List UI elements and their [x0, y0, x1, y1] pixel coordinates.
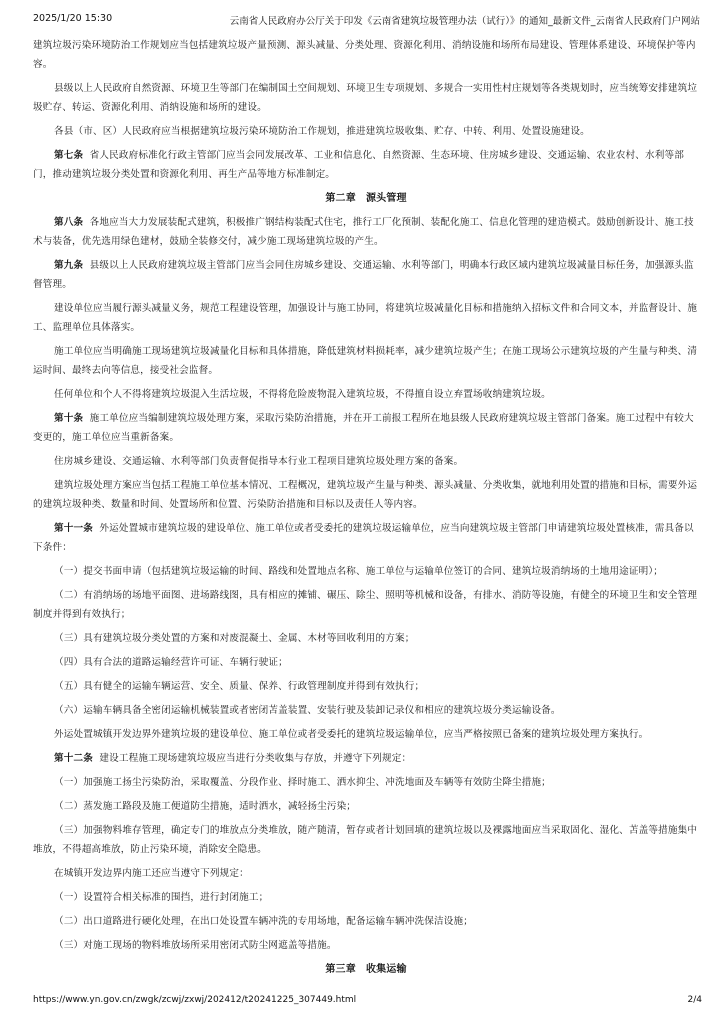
- list-item: （五）具有健全的运输车辆运营、安全、质量、保养、行政管理制度并得到有效执行；: [54, 681, 425, 692]
- article-7: [33, 146, 699, 184]
- print-timestamp: 2025/1/20 15:30: [33, 13, 113, 24]
- article-9: [33, 256, 699, 294]
- chapter-heading: 第二章 源头管理: [325, 193, 407, 204]
- article-text: 省人民政府标准化行政主管部门应当会同发展改革、工业和信息化、自然资源、生态环境、住房城乡建设、交通运输、农业农村、水利等部门，推动建筑垃圾分类处置和资源化利用、再生产品等地方标准制定。: [33, 150, 685, 180]
- article-text: 建设工程施工现场建筑垃圾应当进行分类收集与存放，并遵守下列规定：: [99, 753, 412, 764]
- article-label: 第八条: [54, 217, 84, 228]
- page-title: 云南省人民政府办公厅关于印发《云南省建筑垃圾管理办法（试行）》的通知_最新文件_云南省人民政府门户网站: [229, 16, 700, 27]
- list-item: （一）提交书面申请（包括建筑垃圾运输的时间、路线和处置地点名称、施工单位与运输单位签订的合同、建筑垃圾消纳场的土地用途证明）；: [54, 566, 664, 577]
- article-8: [33, 213, 699, 251]
- print-header: [33, 13, 700, 29]
- article-text: 外运处置城市建筑垃圾的建设单位、施工单位或者受委托的建筑垃圾运输单位，应当向建筑垃圾主管部门申请建筑垃圾处置核准，需具备以下条件：: [33, 523, 694, 553]
- page-number: 2/4: [687, 995, 702, 1005]
- page-url: https://www.yn.gov.cn/zwgk/zcwj/zxwj/202412/t20241225_307449.html: [33, 995, 357, 1005]
- article-11: [33, 519, 699, 557]
- list-item: （一）加强施工扬尘污染防治，采取覆盖、分段作业、择时施工、洒水抑尘、冲洗地面及车辆等有效防尘降尘措施；: [54, 777, 551, 788]
- paragraph: 住房城乡建设、交通运输、水利等部门负责督促指导本行业工程项目建筑垃圾处理方案的备案。: [54, 456, 464, 467]
- paragraph: 任何单位和个人不得将建筑垃圾混入生活垃圾，不得将危险废物混入建筑垃圾，不得擅自设立弃置场收纳建筑垃圾。: [54, 389, 551, 400]
- list-item: （二）出口道路进行硬化处理，在出口处设置车辆冲洗的专用场地，配备运输车辆冲洗保洁设施；: [54, 916, 473, 927]
- article-label: 第十条: [54, 413, 84, 424]
- article-text: 各地应当大力发展装配式建筑，积极推广钢结构装配式住宅，推行工厂化预制、装配化施工、信息化管理的建造模式。鼓励创新设计、施工技术与装备，优先选用绿色建材，鼓励全装修交付，减少施工现场建筑垃圾的产生。: [33, 217, 694, 247]
- paragraph: 施工单位应当明确施工现场建筑垃圾减量化目标和具体措施，降低建筑材料损耗率，减少建筑垃圾产生；在施工现场公示建筑垃圾的产生量与种类、清运时间、最终去向等信息，接受社会监督。: [33, 346, 698, 376]
- paragraph: 外运处置城镇开发边界外建筑垃圾的建设单位、施工单位或者受委托的建筑垃圾运输单位，应当严格按照已备案的建筑垃圾处理方案执行。: [54, 729, 649, 740]
- print-footer: [33, 995, 702, 1009]
- article-text: 县级以上人民政府建筑垃圾主管部门应当会同住房城乡建设、交通运输、水利等部门，明确本行政区域内建筑垃圾减量目标任务，加强源头监督管理。: [33, 260, 694, 290]
- list-item: （三）对施工现场的物料堆放场所采用密闭式防尘网遮盖等措施。: [54, 940, 337, 951]
- article-10: [33, 409, 699, 447]
- paragraph: 县级以上人民政府自然资源、环境卫生等部门在编制国土空间规划、环境卫生专项规划、多规合一实用性村庄规划等各类规划时，应当统筹安排建筑垃圾贮存、转运、资源化利用、消纳设施和场所的建设。: [33, 83, 698, 113]
- list-item: （二）蒸发施工路段及施工便道防尘措施，适时洒水，减轻扬尘污染；: [54, 801, 357, 812]
- article-label: 第十一条: [54, 523, 93, 534]
- paragraph: 在城镇开发边界内施工还应当遵守下列规定：: [54, 868, 249, 879]
- list-item: （三）具有建筑垃圾分类处置的方案和对废混凝土、金属、木材等回收利用的方案；: [54, 633, 415, 644]
- list-item: （二）有消纳场的场地平面图、进场路线图，具有相应的摊铺、碾压、除尘、照明等机械和设备，有排水、消防等设施，有健全的环境卫生和安全管理制度并得到有效执行；: [33, 590, 698, 620]
- list-item: （三）加强物料堆存管理，确定专门的堆放点分类堆放，随产随清，暂存或者计划回填的建筑垃圾以及裸露地面应当采取固化、湿化、苫盖等措施集中堆放，不得超高堆放，防止污染环境，消除安全隐患。: [33, 825, 698, 855]
- list-item: （一）设置符合相关标准的围挡，进行封闭施工；: [54, 892, 269, 903]
- article-label: 第七条: [54, 150, 84, 161]
- document-body: [33, 36, 699, 984]
- paragraph: 建筑垃圾处理方案应当包括工程施工单位基本情况、工程概况，建筑垃圾产生量与种类、源头减量、分类收集，就地利用处置的措施和目标，需要外运的建筑垃圾种类、数量和时间、处置场所和位置、污染防治措施和目标以及责任人等内容。: [33, 480, 698, 510]
- paragraph: 建设单位应当履行源头减量义务，规范工程建设管理，加强设计与施工协同，将建筑垃圾减量化目标和措施纳入招标文件和合同文本，并监督设计、施工、监理单位具体落实。: [33, 303, 698, 333]
- list-item: （四）具有合法的道路运输经营许可证、车辆行驶证；: [54, 657, 288, 668]
- list-item: （六）运输车辆具备全密闭运输机械装置或者密闭苫盖装置、安装行驶及装卸记录仪和相应的建筑垃圾分类运输设备。: [54, 705, 561, 716]
- article-12: [33, 749, 699, 768]
- paragraph: 建筑垃圾污染环境防治工作规划应当包括建筑垃圾产量预测、源头减量、分类处理、资源化利用、消纳设施和场所布局建设、管理体系建设、环境保护等内容。: [33, 40, 696, 70]
- paragraph: 各县（市、区）人民政府应当根据建筑垃圾污染环境防治工作规划，推进建筑垃圾收集、贮存、中转、利用、处置设施建设。: [54, 126, 590, 137]
- article-text: 施工单位应当编制建筑垃圾处理方案，采取污染防治措施，并在开工前报工程所在地县级人民政府建筑垃圾主管部门备案。施工过程中有较大变更的，施工单位应当重新备案。: [33, 413, 694, 443]
- article-label: 第九条: [54, 260, 84, 271]
- article-label: 第十二条: [54, 753, 93, 764]
- chapter-heading: 第三章 收集运输: [325, 964, 407, 975]
